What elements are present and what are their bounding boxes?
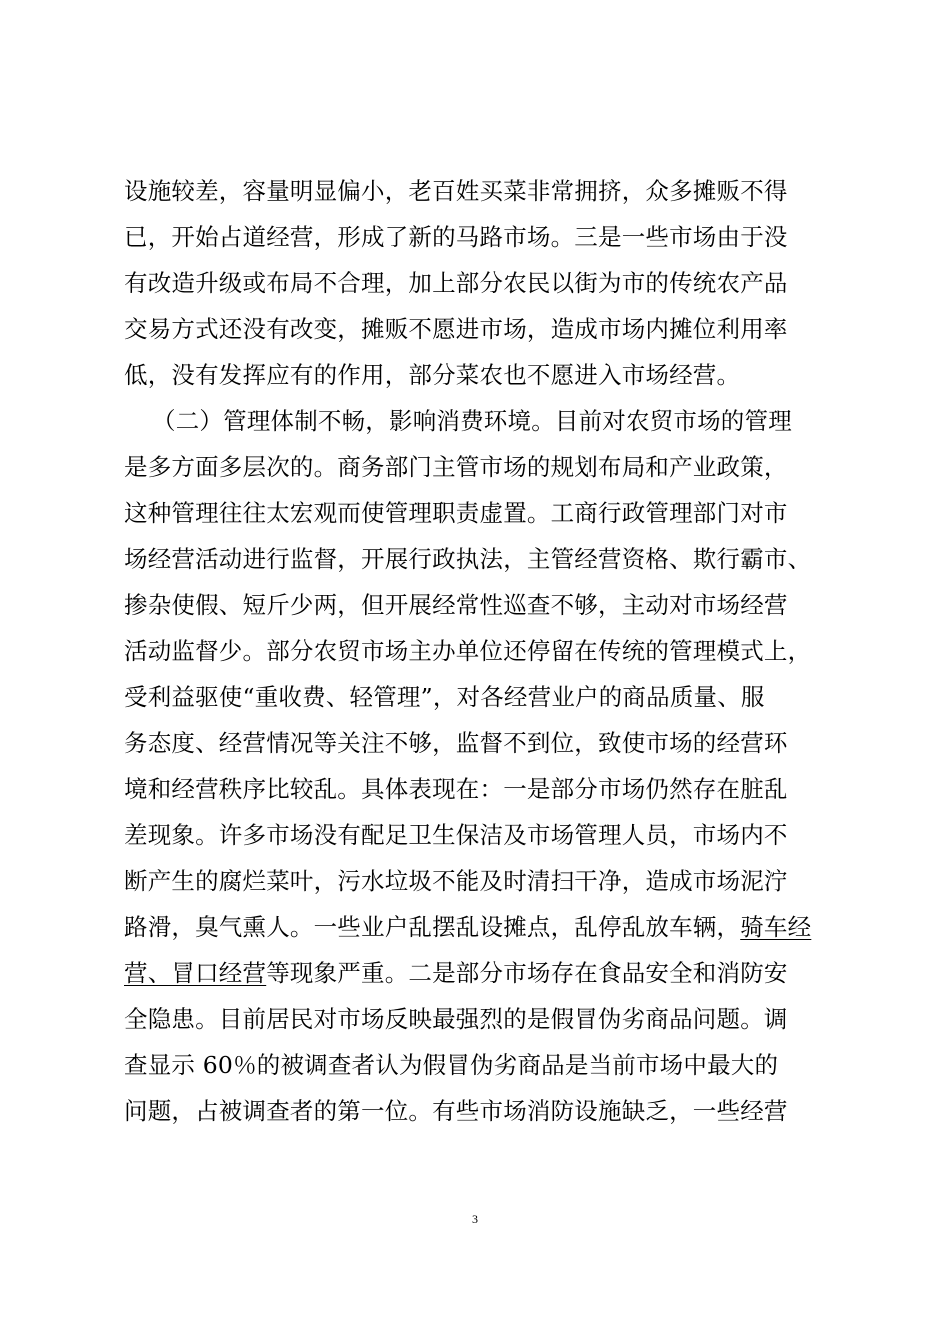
text-line: 掺杂使假、短斤少两，但开展经常性巡查不够，主动对市场经营	[124, 591, 788, 619]
text-line: 设施较差，容量明显偏小，老百姓买菜非常拥挤，众多摊贩不得	[124, 177, 788, 205]
text-line: 活动监督少。部分农贸市场主办单位还停留在传统的管理模式上，	[124, 637, 812, 665]
text-line: 场经营活动进行监督，开展行政执法，主管经营资格、欺行霸市、	[124, 545, 812, 573]
text-line: 低，没有发挥应有的作用，部分菜农也不愿进入市场经营。	[124, 361, 741, 389]
text-line: 全隐患。目前居民对市场反映最强烈的是假冒伪劣商品问题。调	[124, 1005, 788, 1033]
text-line: 查显示 60％的被调查者认为假冒伪劣商品是当前市场中最大的	[124, 1051, 779, 1079]
text-line	[124, 950, 832, 996]
body-text	[124, 168, 832, 1134]
underlined-text: 营、冒口经营	[124, 959, 267, 987]
underlined-text: 骑车经	[740, 913, 812, 941]
page-number: 3	[472, 1212, 478, 1226]
text-segment: 路滑，臭气熏人。一些业户乱摆乱设摊点，乱停乱放车辆，	[124, 913, 741, 941]
text-line: 这种管理往往太宏观而使管理职责虚置。工商行政管理部门对市	[124, 499, 788, 527]
text-segment: 等现象严重。二是部分市场存在食品安全和消防安	[266, 959, 788, 987]
text-line: 受利益驱使“重收费、轻管理”，对各经营业户的商品质量、服	[124, 683, 765, 711]
text-line: 差现象。许多市场没有配足卫生保洁及市场管理人员，市场内不	[124, 821, 788, 849]
text-line: 断产生的腐烂菜叶，污水垃圾不能及时清扫干净，造成市场泥泞	[124, 867, 788, 895]
text-line: 已，开始占道经营，形成了新的马路市场。三是一些市场由于没	[124, 223, 788, 251]
text-line: 是多方面多层次的。商务部门主管市场的规划布局和产业政策，	[124, 453, 788, 481]
text-line	[124, 904, 832, 950]
text-line: 务态度、经营情况等关注不够，监督不到位，致使市场的经营环	[124, 729, 788, 757]
text-line: 境和经营秩序比较乱。具体表现在：一是部分市场仍然存在脏乱	[124, 775, 788, 803]
text-line: 有改造升级或布局不合理，加上部分农民以街为市的传统农产品	[124, 269, 788, 297]
text-line: 问题，占被调查者的第一位。有些市场消防设施缺乏，一些经营	[124, 1097, 788, 1125]
section-heading-line: （二）管理体制不畅，影响消费环境。目前对农贸市场的管理	[152, 407, 792, 435]
text-line: 交易方式还没有改变，摊贩不愿进市场，造成市场内摊位利用率	[124, 315, 788, 343]
